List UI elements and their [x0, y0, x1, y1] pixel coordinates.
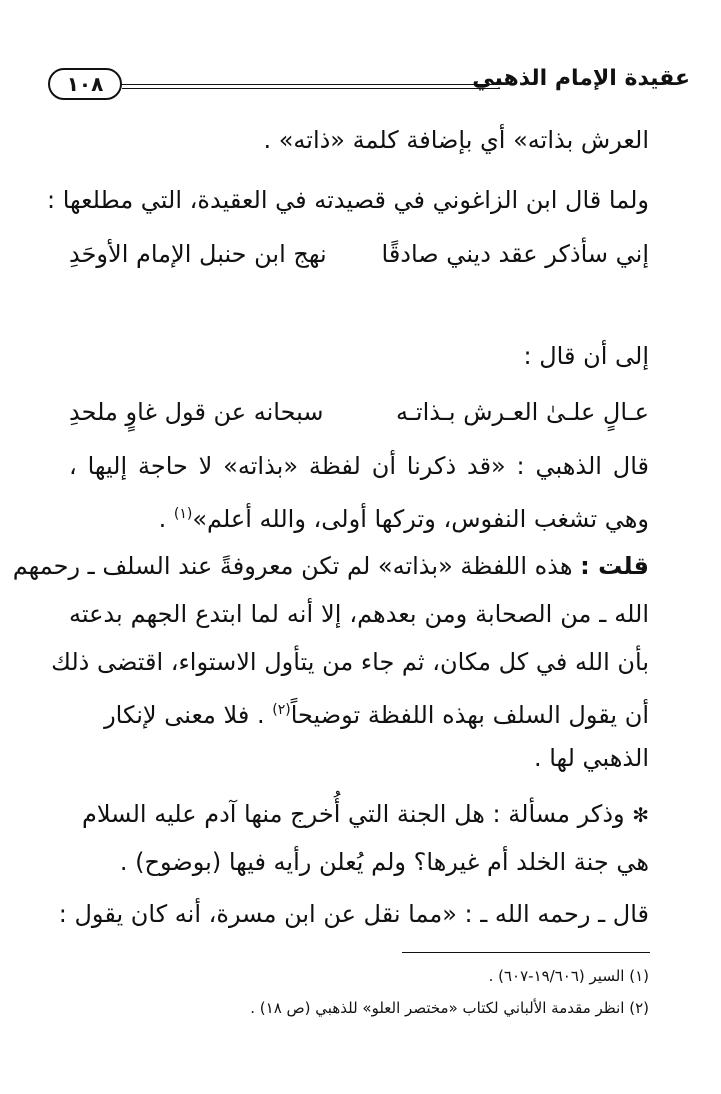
qultu-text: هذه اللفظة «بذاته» لم تكن معروفةً عند السلف ـ رحمهم [12, 552, 573, 580]
running-header [40, 64, 690, 104]
verse-second-hemistich: سبحانه عن قول غاوٍ ملحدِ [69, 398, 324, 426]
poem-verse [69, 392, 649, 432]
footnote: (٢) انظر مقدمة الألباني لكتاب «مختصر العلو» للذهبي (ص ١٨) . [250, 999, 649, 1017]
text-line: ولما قال ابن الزاغوني في قصيدته في العقيدة، التي مطلعها : [47, 186, 649, 214]
masala-text: وذكر مسألة : هل الجنة التي أُخرج منها آدم عليه السلام [82, 800, 625, 828]
book-title: عقيدة الإمام الذهبي [472, 66, 690, 91]
text-line [69, 690, 649, 730]
verse-second-hemistich: نهج ابن حنبل الإمام الأوحَدِ [69, 240, 327, 268]
poem-verse [69, 234, 649, 274]
period: . [158, 505, 167, 533]
text-line [69, 794, 649, 834]
asterisk-icon: ✻ [632, 803, 649, 827]
text-line: إلى أن قال : [523, 342, 649, 370]
text-line: هي جنة الخلد أم غيرها؟ ولم يُعلن رأيه فيها (بوضوح) . [119, 848, 649, 876]
text-line: الذهبي لها . [533, 744, 649, 772]
text-line [12, 546, 649, 586]
header-rule [122, 84, 500, 89]
page-number: ١٠٨ [48, 68, 122, 100]
qultu-label: قلت : [580, 552, 649, 580]
text-line: العرش بذاته» أي بإضافة كلمة «ذاته» . [263, 126, 649, 154]
text-line: قال ـ رحمه الله ـ : «مما نقل عن ابن مسرة، أنه كان يقول : [58, 900, 649, 928]
footnote-marker: (١) [173, 506, 193, 522]
text-line: بأن الله في كل مكان، ثم جاء من يتأول الاستواء، اقتضى ذلك [51, 648, 649, 676]
footnote: (١) السير (١٩/٦٠٦-٦٠٧) . [488, 967, 649, 985]
footnote-rule [402, 952, 650, 953]
text-line: قال الذهبي : «قد ذكرنا أن لفظة «بذاته» لا حاجة إليها ، [69, 452, 649, 480]
qultu-text: . فلا معنى لإنكار [104, 701, 265, 729]
footnote-marker: (٢) [272, 702, 291, 718]
quote-text: وهي تشغب النفوس، وتركها أولى، والله أعلم» [192, 505, 649, 533]
text-line [69, 494, 649, 534]
qultu-text: أن يقول السلف بهذه اللفظة توضيحاً [290, 701, 649, 729]
verse-first-hemistich: عـالٍ علـىٰ العـرش بـذاتـه [396, 398, 649, 426]
text-line: الله ـ من الصحابة ومن بعدهم، إلا أنه لما ابتدع الجهم بدعته [69, 600, 649, 628]
verse-first-hemistich: إني سأذكر عقد ديني صادقًا [381, 240, 649, 268]
